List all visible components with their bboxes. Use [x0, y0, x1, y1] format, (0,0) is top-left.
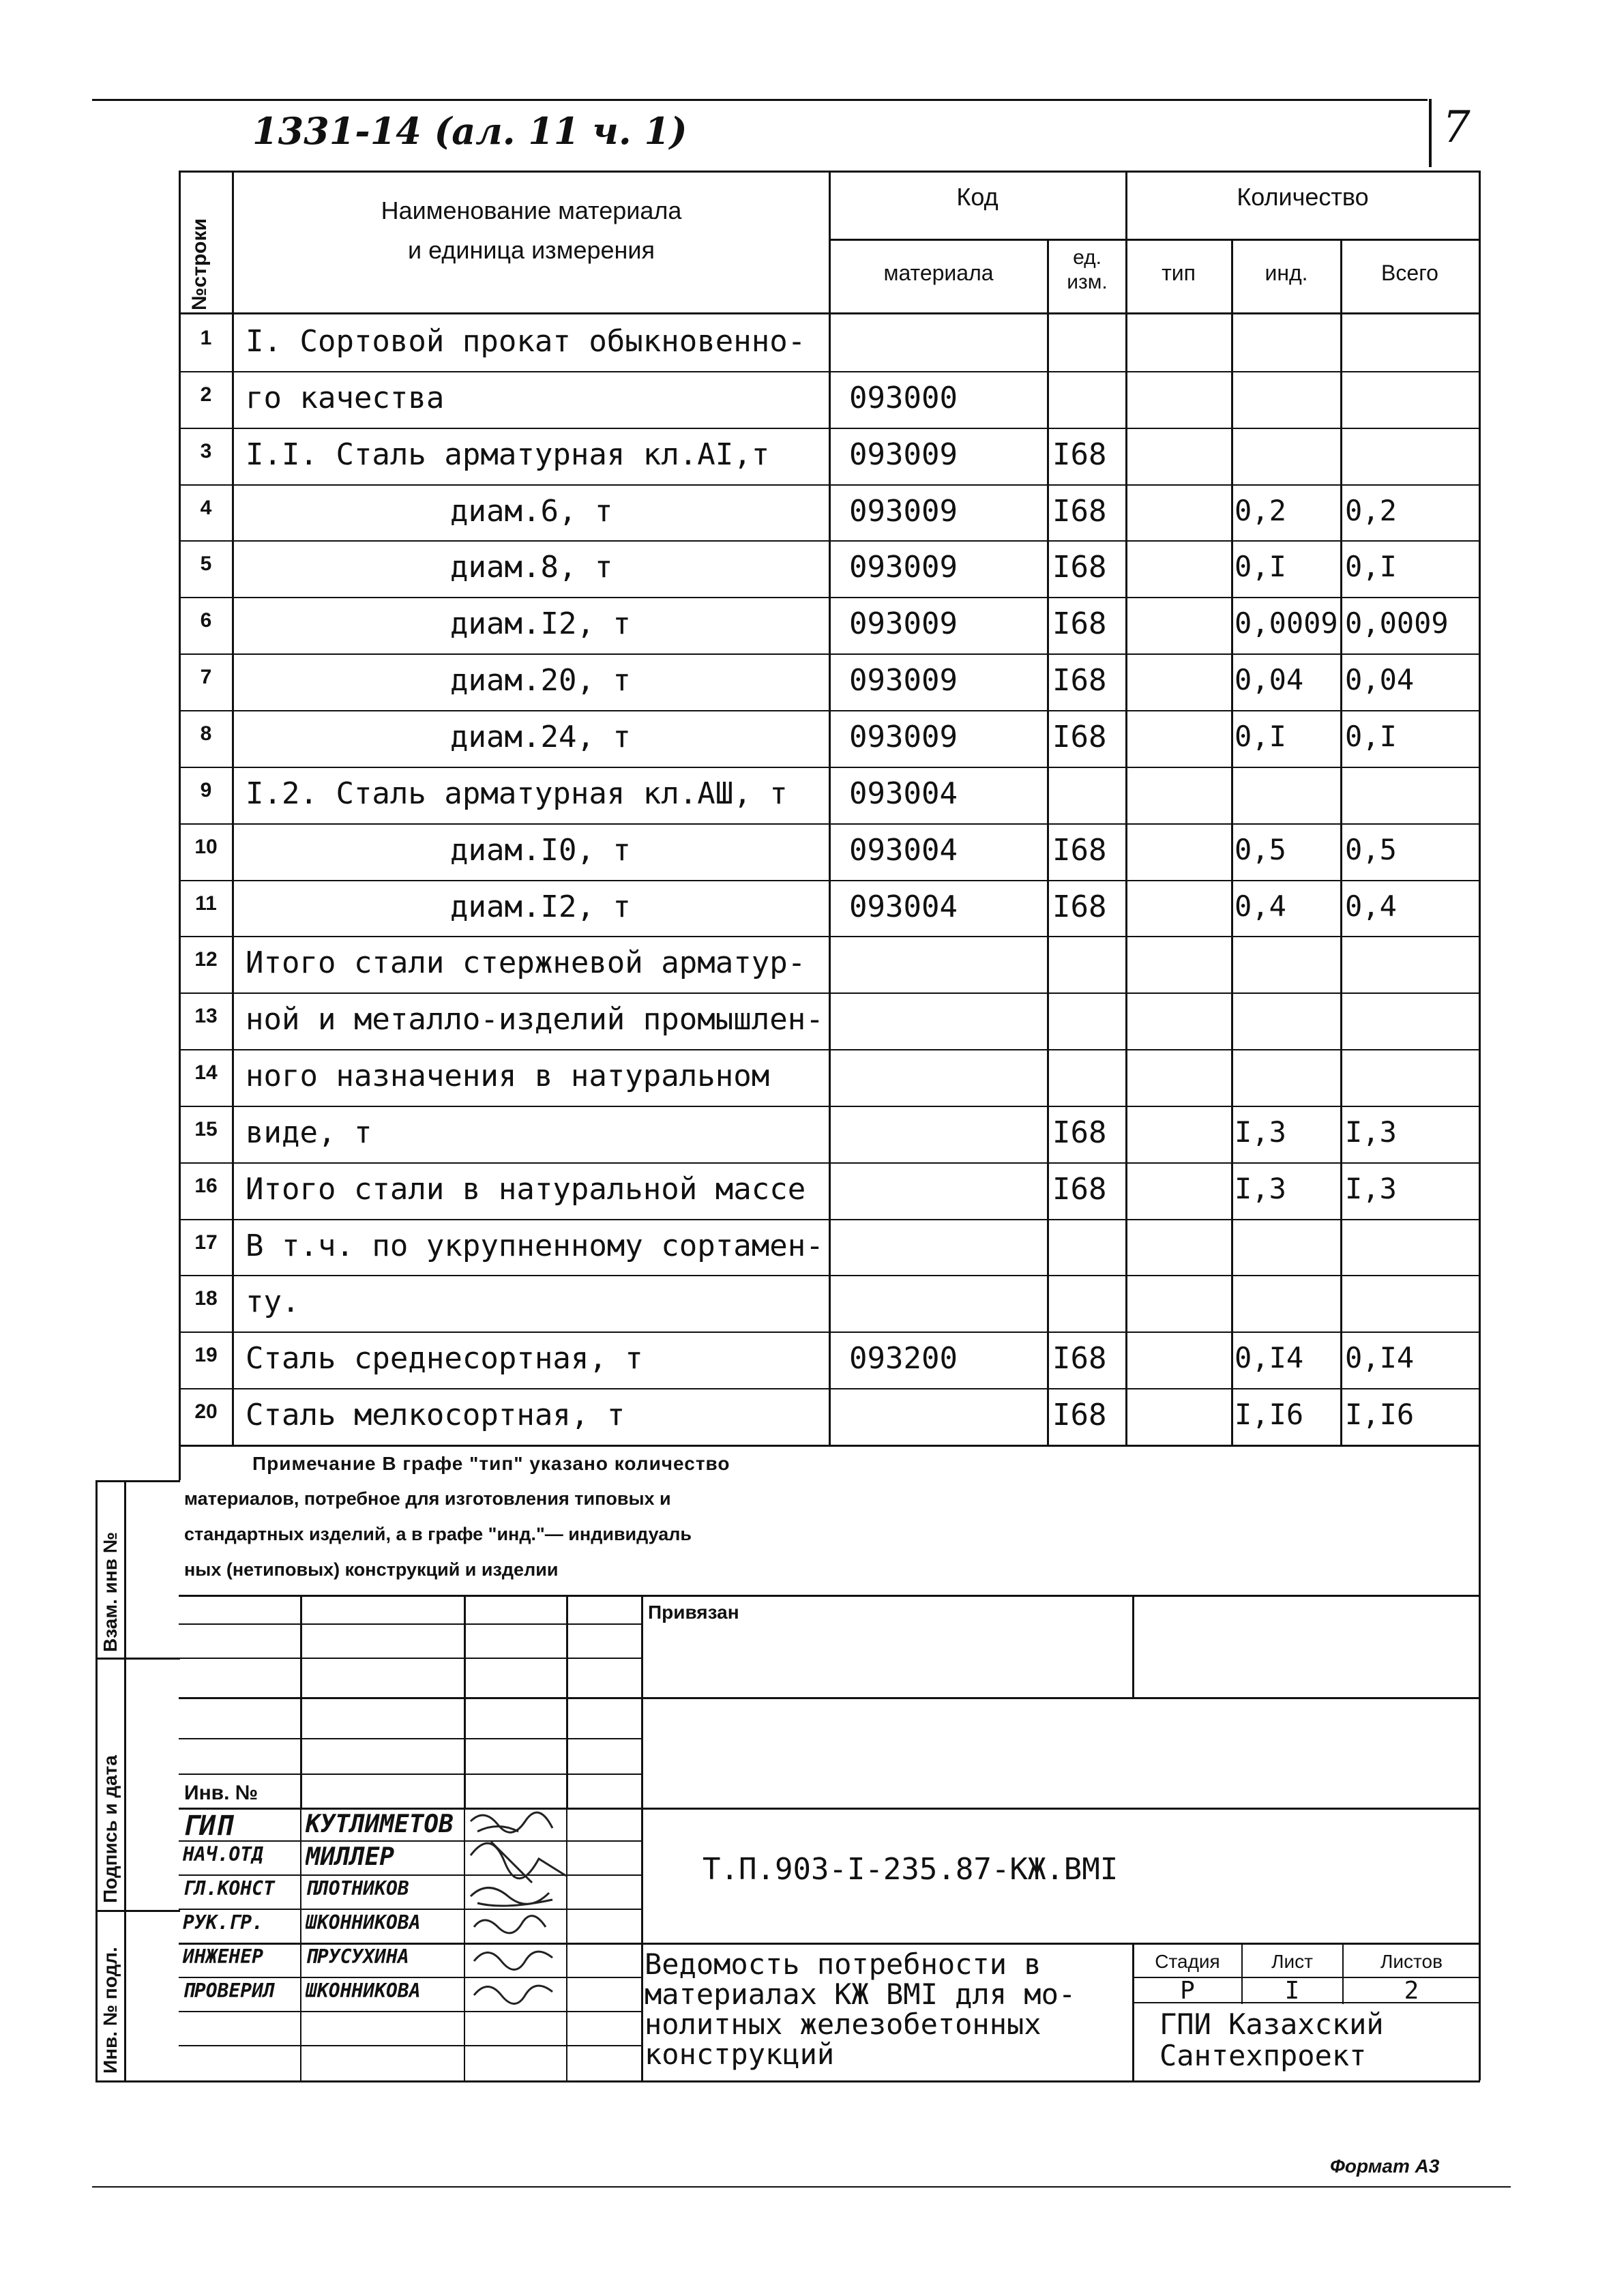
org-line: ГПИ Казахский: [1159, 2007, 1384, 2041]
org-line: Сантехпроект: [1159, 2039, 1367, 2072]
staff-role: ГИП: [183, 1810, 233, 1842]
staff-role: ПРОВЕРИЛ: [183, 1979, 275, 2002]
stage-label: Стадия: [1155, 1951, 1220, 1972]
staff-name: ШКОННИКОВА: [306, 1979, 421, 2002]
material-name: Итого стали стержневой арматур-: [246, 945, 806, 980]
row-number: 17: [194, 1231, 218, 1254]
staff-name: ШКОННИКОВА: [306, 1911, 421, 1934]
code-column-header: Код: [956, 183, 999, 211]
row-number: 18: [194, 1287, 218, 1310]
material-name: диам.20, т: [450, 663, 631, 698]
material-code: 093009: [849, 494, 958, 529]
row-number: 16: [194, 1175, 218, 1197]
qty-ind: 0,04: [1235, 663, 1304, 696]
format-label: Формат А3: [1330, 2155, 1440, 2177]
material-name: Итого стали в натуральной массе: [246, 1172, 806, 1207]
material-code: 093009: [849, 437, 958, 472]
document-title: [645, 1949, 1076, 2070]
note-line: ных (нетиповых) конструкций и изделии: [184, 1559, 559, 1580]
material-name: диам.I0, т: [450, 833, 631, 868]
note-line: Примечание В графе "тип" указано количество: [252, 1453, 730, 1474]
material-code: 093000: [849, 381, 958, 415]
row-number: 9: [200, 779, 212, 801]
staff-name: КУТЛИМЕТОВ: [306, 1810, 454, 1838]
staff-name: МИЛЛЕР: [306, 1843, 395, 1871]
qty-total: 0,I: [1345, 720, 1397, 753]
row-number: 19: [194, 1344, 218, 1366]
unit-code: I68: [1052, 550, 1107, 585]
sheets-value: 2: [1404, 1977, 1419, 2005]
material-name: ного назначения в натуральном: [246, 1059, 770, 1093]
material-name: го качества: [246, 381, 445, 415]
unit-code: I68: [1052, 889, 1107, 924]
title-line: конструкций: [645, 2037, 835, 2071]
sheet-label: Лист: [1271, 1951, 1313, 1972]
unit-code: I68: [1052, 663, 1107, 698]
qty-ind: 0,5: [1235, 833, 1286, 866]
material-name: диам.24, т: [450, 720, 631, 754]
note-line: материалов, потребное для изготовления типовых и: [184, 1488, 671, 1509]
qty-ind: 0,I4: [1235, 1341, 1304, 1374]
unit-code: I68: [1052, 1115, 1107, 1150]
qty-total: I,3: [1345, 1115, 1397, 1149]
unit-code: I68: [1052, 606, 1107, 641]
unit-code: I68: [1052, 1398, 1107, 1432]
note-line: стандартных изделий, а в графе "инд."— индивидуаль: [184, 1524, 692, 1544]
unit-code: I68: [1052, 720, 1107, 754]
material-name: I. Сортовой прокат обыкновенно-: [246, 324, 806, 359]
staff-name: ПРУСУХИНА: [306, 1945, 409, 1968]
qty-total: 0,4: [1345, 889, 1397, 923]
staff-name: ПЛОТНИКОВ: [306, 1877, 409, 1900]
row-number: 20: [194, 1400, 218, 1423]
material-code: 093004: [849, 833, 958, 868]
qty-ind: I,3: [1235, 1115, 1286, 1149]
unit-header: ед. изм.: [1067, 246, 1108, 293]
material-name: Сталь среднесортная, т: [246, 1341, 643, 1376]
row-number: 11: [195, 892, 217, 915]
row-number: 13: [194, 1005, 218, 1027]
material-code: 093009: [849, 606, 958, 641]
material-code: 093004: [849, 889, 958, 924]
attached-label: Привязан: [648, 1602, 739, 1623]
organization: [1159, 2009, 1384, 2072]
row-number: 15: [194, 1118, 218, 1140]
sheets-label: Листов: [1380, 1951, 1443, 1972]
material-code: 093004: [849, 776, 958, 811]
qty-ind: I,3: [1235, 1172, 1286, 1205]
row-number: 5: [200, 553, 212, 575]
unit-code: I68: [1052, 833, 1107, 868]
qty-total: 0,2: [1345, 494, 1397, 527]
staff-role: РУК.ГР.: [183, 1911, 264, 1934]
row-number: 1: [200, 327, 212, 349]
qty-total: 0,I: [1345, 550, 1397, 583]
row-number: 4: [200, 497, 212, 519]
material-code: 093200: [849, 1341, 958, 1376]
row-number: 10: [194, 836, 218, 858]
row-number: 12: [194, 948, 218, 971]
qty-total: I,3: [1345, 1172, 1397, 1205]
qty-ind: I,I6: [1235, 1398, 1304, 1431]
row-number: 14: [194, 1061, 218, 1084]
unit-code: I68: [1052, 1341, 1107, 1376]
document-code: Т.П.903-I-235.87-КЖ.ВМI: [703, 1852, 1119, 1887]
signatures: [464, 1808, 573, 2053]
qty-total: I,I6: [1345, 1398, 1415, 1431]
unit-code: I68: [1052, 437, 1107, 472]
material-name: ной и металло-изделий промышлен-: [246, 1002, 824, 1037]
staff-role: НАЧ.ОТД: [183, 1843, 264, 1866]
material-name: диам.6, т: [450, 494, 613, 529]
row-number: 8: [200, 722, 212, 745]
document-reference: 1331-14 (ал. 11 ч. 1): [252, 109, 688, 153]
row-number: 2: [200, 383, 212, 406]
staff-role: ГЛ.КОНСТ: [183, 1877, 275, 1900]
row-number: 7: [200, 666, 212, 688]
inv-number-label: Инв. №: [184, 1782, 258, 1804]
material-name: диам.I2, т: [450, 889, 631, 924]
material-name: I.I. Сталь арматурная кл.AI,т: [246, 437, 770, 472]
name-column-header: Наименование материала и единица измерения: [381, 196, 682, 264]
unit-code: I68: [1052, 494, 1107, 529]
qty-ind: 0,I: [1235, 550, 1286, 583]
material-name: ту.: [246, 1284, 300, 1319]
qty-ind: 0,0009: [1235, 606, 1338, 640]
title-line: нолитных железобетонных: [645, 2007, 1041, 2041]
qty-total: 0,I4: [1345, 1341, 1415, 1374]
row-number: 3: [200, 440, 212, 462]
title-line: Ведомость потребности в: [645, 1947, 1041, 1981]
qty-ind: 0,2: [1235, 494, 1286, 527]
material-name: диам.I2, т: [450, 606, 631, 641]
stage-value: Р: [1180, 1977, 1195, 2005]
qty-ind: 0,I: [1235, 720, 1286, 753]
material-name: диам.8, т: [450, 550, 613, 585]
side-label-inv-podl: Инв. № подл.: [100, 1947, 121, 2074]
side-label-podpis: Подпись и дата: [100, 1755, 121, 1903]
material-name: В т.ч. по укрупненному сортамен-: [246, 1228, 824, 1263]
total-header: Всего: [1381, 261, 1438, 285]
note-block: [184, 1453, 1473, 1595]
material-name: Сталь мелкосортная, т: [246, 1398, 625, 1432]
unit-code: I68: [1052, 1172, 1107, 1207]
type-header: тип: [1162, 261, 1196, 285]
material-name: I.2. Сталь арматурная кл.АШ, т: [246, 776, 788, 811]
qty-total: 0,0009: [1345, 606, 1449, 640]
sheet-number: 7: [1443, 102, 1470, 153]
qty-total: 0,5: [1345, 833, 1397, 866]
side-label-vzam: Взам. инв №: [100, 1532, 121, 1652]
qty-column-header: Количество: [1237, 183, 1369, 211]
material-code-header: материала: [883, 261, 994, 285]
material-code: 093009: [849, 550, 958, 585]
row-number: 6: [200, 609, 212, 632]
sheet-value: I: [1284, 1977, 1300, 2005]
ind-header: инд.: [1265, 261, 1308, 285]
qty-total: 0,04: [1345, 663, 1415, 696]
qty-ind: 0,4: [1235, 889, 1286, 923]
material-code: 093009: [849, 663, 958, 698]
title-line: материалах КЖ ВМI для мо-: [645, 1977, 1076, 2011]
staff-role: ИНЖЕНЕР: [183, 1945, 264, 1968]
material-code: 093009: [849, 720, 958, 754]
material-name: виде, т: [246, 1115, 372, 1150]
